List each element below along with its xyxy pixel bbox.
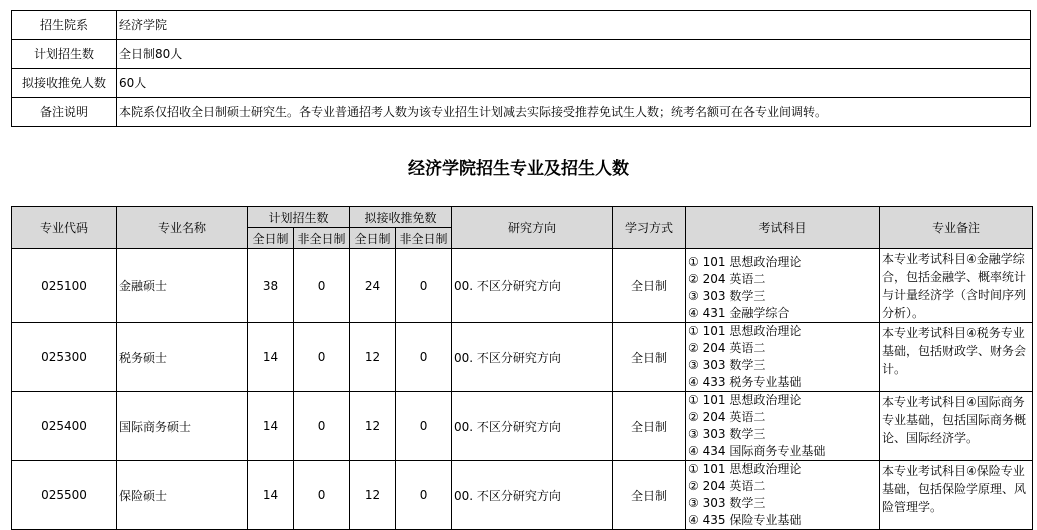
header-mode: 学习方式 bbox=[613, 207, 686, 249]
exam-subject: ② 204 英语二 bbox=[688, 410, 766, 424]
rec-full: 12 bbox=[350, 392, 396, 461]
plan-part: 0 bbox=[294, 392, 350, 461]
exam-subject: ③ 303 数学三 bbox=[688, 358, 766, 372]
rec-part: 0 bbox=[396, 461, 452, 530]
exam-subject: ③ 303 数学三 bbox=[688, 289, 766, 303]
info-value: 全日制80人 bbox=[117, 40, 1031, 69]
header-rec-full: 全日制 bbox=[350, 228, 396, 249]
plan-part: 0 bbox=[294, 323, 350, 392]
rec-full: 24 bbox=[350, 249, 396, 323]
major-code: 025400 bbox=[12, 392, 117, 461]
header-subjects: 考试科目 bbox=[686, 207, 880, 249]
info-table bbox=[11, 10, 1031, 127]
rec-full: 12 bbox=[350, 461, 396, 530]
header-plan: 计划招生数 bbox=[248, 207, 350, 228]
info-key: 计划招生数 bbox=[12, 40, 117, 69]
info-row-plan bbox=[12, 40, 1031, 69]
header-recommend: 拟接收推免数 bbox=[350, 207, 452, 228]
info-row-remarks bbox=[12, 98, 1031, 127]
table-row bbox=[12, 461, 1033, 530]
exam-subjects bbox=[686, 249, 880, 323]
info-key: 备注说明 bbox=[12, 98, 117, 127]
exam-subjects bbox=[686, 392, 880, 461]
research-direction: 00. 不区分研究方向 bbox=[452, 392, 613, 461]
rec-part: 0 bbox=[396, 323, 452, 392]
major-code: 025100 bbox=[12, 249, 117, 323]
plan-part: 0 bbox=[294, 249, 350, 323]
info-row-department bbox=[12, 11, 1031, 40]
major-name: 国际商务硕士 bbox=[117, 392, 248, 461]
header-code: 专业代码 bbox=[12, 207, 117, 249]
table-row bbox=[12, 249, 1033, 323]
exam-subject: ② 204 英语二 bbox=[688, 272, 766, 286]
exam-subject: ④ 434 国际商务专业基础 bbox=[688, 444, 826, 458]
header-direction: 研究方向 bbox=[452, 207, 613, 249]
study-mode: 全日制 bbox=[613, 249, 686, 323]
major-code: 025500 bbox=[12, 461, 117, 530]
info-row-recommend bbox=[12, 69, 1031, 98]
plan-full: 14 bbox=[248, 323, 294, 392]
rec-part: 0 bbox=[396, 249, 452, 323]
major-name: 保险硕士 bbox=[117, 461, 248, 530]
study-mode: 全日制 bbox=[613, 392, 686, 461]
exam-subject: ① 101 思想政治理论 bbox=[688, 324, 802, 338]
info-value: 本院系仅招收全日制硕士研究生。各专业普通招考人数为该专业招生计划减去实际接受推荐免试生人数；统考名额可在各专业间调转。 bbox=[117, 98, 1031, 127]
research-direction: 00. 不区分研究方向 bbox=[452, 249, 613, 323]
plan-full: 14 bbox=[248, 461, 294, 530]
exam-subject: ② 204 英语二 bbox=[688, 479, 766, 493]
header-row bbox=[12, 207, 1033, 228]
header-name: 专业名称 bbox=[117, 207, 248, 249]
info-value: 经济学院 bbox=[117, 11, 1031, 40]
exam-subject: ④ 431 金融学综合 bbox=[688, 306, 790, 320]
table-row bbox=[12, 323, 1033, 392]
exam-subject: ① 101 思想政治理论 bbox=[688, 462, 802, 476]
header-plan-part: 非全日制 bbox=[294, 228, 350, 249]
header-plan-full: 全日制 bbox=[248, 228, 294, 249]
major-notes: 本专业考试科目④国际商务专业基础，包括国际商务概论、国际经济学。 bbox=[880, 392, 1033, 461]
major-notes: 本专业考试科目④金融学综合，包括金融学、概率统计与计量经济学（含时间序列分析）。 bbox=[880, 249, 1033, 323]
major-code: 025300 bbox=[12, 323, 117, 392]
major-name: 税务硕士 bbox=[117, 323, 248, 392]
info-key: 拟接收推免人数 bbox=[12, 69, 117, 98]
majors-table bbox=[11, 206, 1033, 530]
study-mode: 全日制 bbox=[613, 461, 686, 530]
exam-subject: ② 204 英语二 bbox=[688, 341, 766, 355]
exam-subject: ④ 433 税务专业基础 bbox=[688, 375, 802, 389]
research-direction: 00. 不区分研究方向 bbox=[452, 323, 613, 392]
exam-subjects bbox=[686, 323, 880, 392]
research-direction: 00. 不区分研究方向 bbox=[452, 461, 613, 530]
info-value: 60人 bbox=[117, 69, 1031, 98]
exam-subject: ① 101 思想政治理论 bbox=[688, 255, 802, 269]
table-row bbox=[12, 392, 1033, 461]
major-name: 金融硕士 bbox=[117, 249, 248, 323]
major-notes: 本专业考试科目④税务专业基础，包括财政学、财务会计。 bbox=[880, 323, 1033, 392]
study-mode: 全日制 bbox=[613, 323, 686, 392]
rec-part: 0 bbox=[396, 392, 452, 461]
exam-subjects bbox=[686, 461, 880, 530]
info-key: 招生院系 bbox=[12, 11, 117, 40]
header-rec-part: 非全日制 bbox=[396, 228, 452, 249]
plan-part: 0 bbox=[294, 461, 350, 530]
plan-full: 14 bbox=[248, 392, 294, 461]
exam-subject: ③ 303 数学三 bbox=[688, 496, 766, 510]
exam-subject: ④ 435 保险专业基础 bbox=[688, 513, 802, 527]
plan-full: 38 bbox=[248, 249, 294, 323]
section-title: 经济学院招生专业及招生人数 bbox=[408, 159, 629, 179]
header-notes: 专业备注 bbox=[880, 207, 1033, 249]
exam-subject: ① 101 思想政治理论 bbox=[688, 393, 802, 407]
major-notes: 本专业考试科目④保险专业基础，包括保险学原理、风险管理学。 bbox=[880, 461, 1033, 530]
exam-subject: ③ 303 数学三 bbox=[688, 427, 766, 441]
rec-full: 12 bbox=[350, 323, 396, 392]
